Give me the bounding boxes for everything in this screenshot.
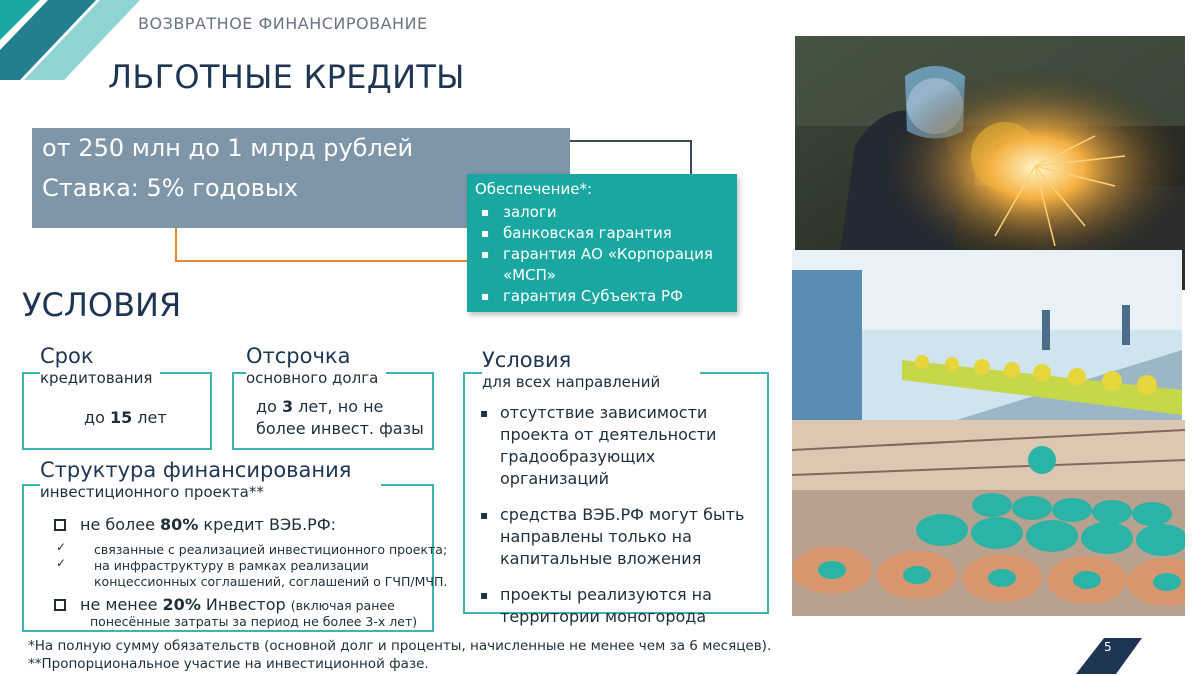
collateral-item: ▪ гарантия АО «Корпорация «МСП» bbox=[475, 244, 729, 286]
collateral-item: ▪ банковская гарантия bbox=[475, 223, 729, 244]
structure-check-2b: концессионных соглашений, соглашений о ГЧП/МЧП. bbox=[94, 574, 448, 589]
deferral-value bbox=[256, 396, 424, 440]
loan-amount: от 250 млн до 1 млрд рублей bbox=[42, 134, 414, 162]
checkbox-icon bbox=[54, 599, 66, 611]
collateral-title: Обеспечение*: bbox=[475, 180, 592, 198]
structure-check-1: связанные с реализацией инвестиционного проекта; bbox=[94, 542, 448, 557]
checkmark-icon: ✓ bbox=[56, 540, 67, 554]
collateral-item: ▪ гарантия Субъекта РФ bbox=[475, 286, 729, 307]
connector-dark bbox=[560, 140, 692, 176]
collateral-item: ▪ залоги bbox=[475, 202, 729, 223]
deferral-header bbox=[246, 344, 386, 388]
general-list bbox=[478, 402, 764, 642]
structure-title: Структура финансирования bbox=[40, 458, 352, 482]
deferral-title: Отсрочка bbox=[246, 344, 351, 368]
footnote-2: **Пропорциональное участие на инвестиционной фазе. bbox=[28, 656, 429, 672]
connector-orange bbox=[175, 226, 469, 262]
deferral-subtitle: основного долга bbox=[246, 369, 379, 387]
general-item: ▪ проекты реализуются на территории моногорода bbox=[478, 584, 764, 628]
term-header bbox=[40, 344, 160, 388]
loan-rate: Ставка: 5% годовых bbox=[42, 174, 299, 202]
collateral-list bbox=[475, 202, 729, 307]
structure-item-credit: не более 80% кредит ВЭБ.РФ: bbox=[54, 514, 336, 536]
general-item: ▪ отсутствие зависимости проекта от деятельности градообразующих организаций bbox=[478, 402, 764, 490]
structure-subtitle: инвестиционного проекта** bbox=[40, 483, 264, 501]
general-item: ▪ средства ВЭБ.РФ могут быть направлены только на капитальные вложения bbox=[478, 504, 764, 570]
deferral-line1: до 3 лет, но не bbox=[256, 397, 384, 416]
structure-investor-note: понесённые затраты за период не более 3-х лет) bbox=[90, 614, 418, 629]
conditions-heading: УСЛОВИЯ bbox=[22, 286, 182, 324]
checkmark-icon: ✓ bbox=[56, 556, 67, 570]
collateral-box bbox=[467, 174, 737, 312]
page-number: 5 bbox=[1104, 640, 1112, 654]
photo-steel-coils bbox=[792, 420, 1185, 616]
term-title: Срок bbox=[40, 344, 94, 368]
photo-bottling-line bbox=[792, 250, 1182, 440]
section-label: ВОЗВРАТНОЕ ФИНАНСИРОВАНИЕ bbox=[138, 14, 428, 33]
page-title: ЛЬГОТНЫЕ КРЕДИТЫ bbox=[108, 58, 465, 96]
general-subtitle: для всех направлений bbox=[482, 373, 661, 391]
term-value: до 15 лет bbox=[84, 408, 167, 427]
checkbox-icon bbox=[54, 519, 66, 531]
general-header bbox=[482, 348, 700, 392]
structure-item-investor: не менее 20% Инвестор (включая ранее bbox=[54, 594, 395, 617]
footnote-1: *На полную сумму обязательств (основной долг и проценты, начисленные не менее чем за 6 месяцев). bbox=[28, 638, 772, 654]
page-number-badge bbox=[1076, 638, 1142, 674]
structure-header bbox=[40, 458, 381, 502]
deferral-line2: более инвест. фазы bbox=[256, 419, 424, 438]
structure-check-2a: на инфраструктуру в рамках реализации bbox=[94, 558, 369, 573]
general-title: Условия bbox=[482, 348, 572, 372]
term-subtitle: кредитования bbox=[40, 369, 153, 387]
